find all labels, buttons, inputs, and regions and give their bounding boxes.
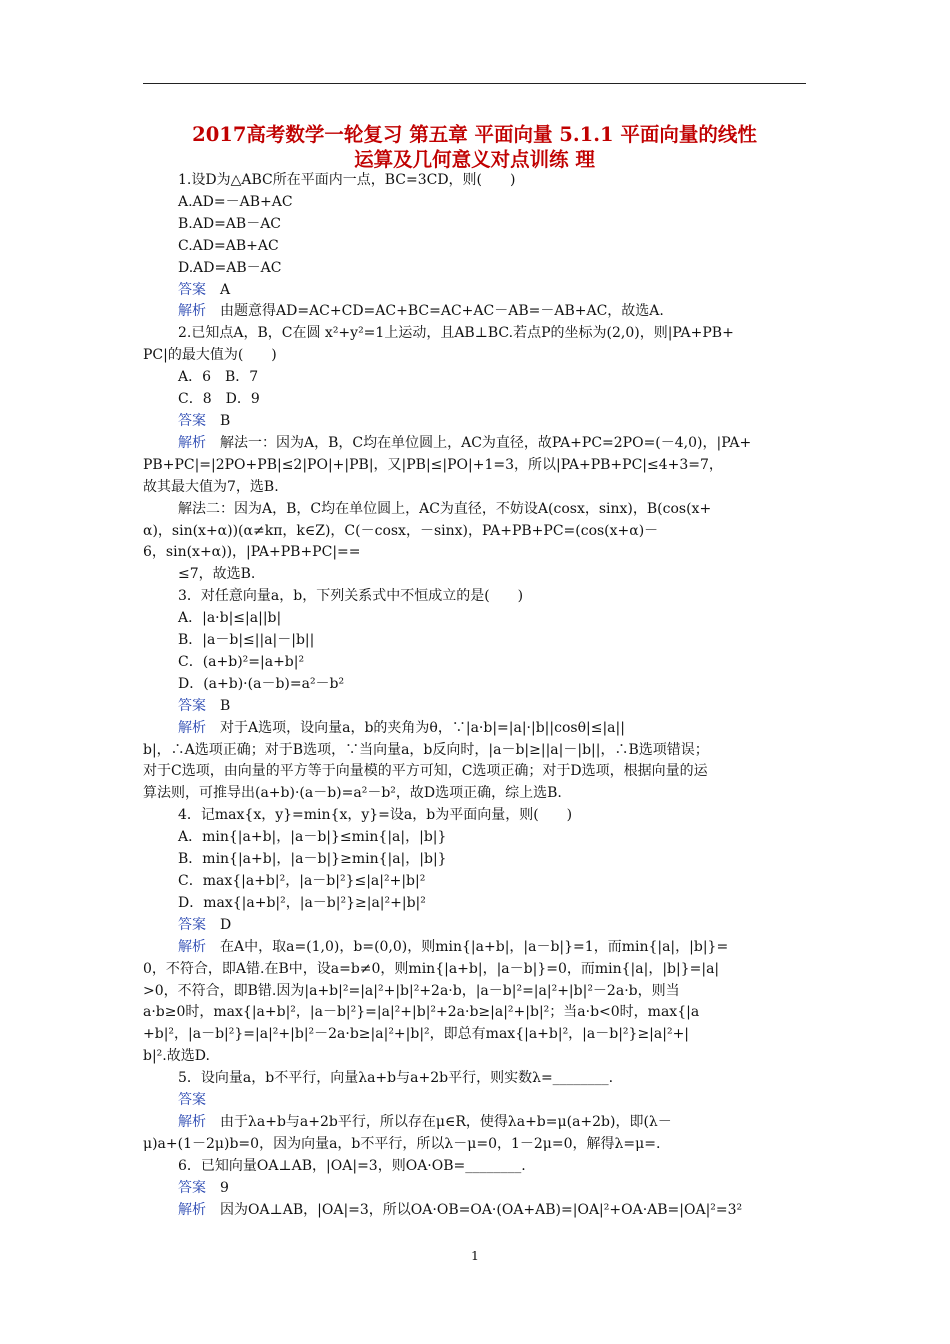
answer-label: 答案: [178, 281, 206, 298]
q1-option-b: B.AD=AB－AC: [178, 215, 282, 232]
q2-stem-1: 2.已知点A，B，C在圆 x²+y²=1上运动，且AB⊥BC.若点P的坐标为(2,0)，则|PA+PB+: [178, 325, 734, 342]
q3-answer-line: [143, 696, 806, 718]
analysis-label: 解析: [178, 719, 206, 736]
q3-option-b: B．|a－b|≤||a|－|b||: [178, 632, 315, 649]
q6-answer-line: [143, 1178, 806, 1200]
q1-analysis-line: [143, 301, 806, 323]
q3-stem: 3．对任意向量a，b，下列关系式中不恒成立的是( ): [178, 588, 524, 605]
q2-answer-line: [143, 411, 806, 433]
q2-answer: B: [220, 412, 231, 429]
q4-answer-line: [143, 915, 806, 937]
q6-analysis-line: [143, 1200, 806, 1222]
q5-answer-line: [143, 1090, 806, 1112]
analysis-label: 解析: [178, 434, 206, 451]
page-number: 1: [471, 1248, 479, 1263]
q1-option-d: D.AD=AB－AC: [178, 259, 282, 276]
q4-answer: D: [220, 916, 232, 933]
q3-analysis-text: 对于A选项，设向量a，b的夹角为θ，∵|a·b|=|a|·|b||cosθ|≤|a||: [220, 719, 625, 736]
q3-option-c: C．(a+b)²=|a+b|²: [178, 653, 305, 670]
q1-analysis: 由题意得AD=AC+CD=AC+BC=AC+AC－AB=－AB+AC，故选A.: [220, 303, 664, 320]
q3-analysis-line-4: 算法则，可推导出(a+b)·(a－b)=a²－b²，故D选项正确，综上选B.: [143, 785, 562, 802]
q4-analysis-text: 在A中，取a=(1,0)，b=(0,0)，则min{|a+b|，|a－b|}=1，而min{|a|，|b|}=: [220, 938, 729, 955]
q4-analysis-line-3: >0，不符合，即B错.因为|a+b|²=|a|²+|b|²+2a·b，|a－b|²=|a|²+|b|²－2a·b，则当: [143, 982, 680, 999]
q2-stem-2: PC|的最大值为( ): [143, 347, 277, 364]
q6-stem: 6．已知向量OA⊥AB，|OA|=3，则OA·OB=________.: [178, 1157, 526, 1174]
q2-analysis-line-7: ≤7，故选B.: [178, 566, 256, 583]
q5-stem: 5．设向量a，b不平行，向量λa+b与a+2b平行，则实数λ=________.: [178, 1070, 614, 1087]
q6-analysis: 因为OA⊥AB，|OA|=3，所以OA·OB=OA·(OA+AB)=|OA|²+OA·AB=|OA|²=3²: [220, 1201, 743, 1218]
header-rule: [143, 83, 806, 84]
q2-analysis-line-3: 故其最大值为7，选B.: [143, 478, 279, 495]
q5-analysis-line-1: [143, 1112, 806, 1134]
q4-analysis-line-5: +b|²，|a－b|²}=|a|²+|b|²－2a·b≥|a|²+|b|²，即总有max{|a+b|²，|a－b|²}≥|a|²+|: [143, 1026, 690, 1043]
analysis-label: 解析: [178, 1201, 206, 1218]
q3-answer: B: [220, 697, 231, 714]
q4-option-d: D．max{|a+b|²，|a－b|²}≥|a|²+|b|²: [178, 894, 426, 911]
q4-analysis-line-1: [143, 937, 806, 959]
answer-label: 答案: [178, 1092, 206, 1109]
document-body: [143, 170, 806, 1222]
q2-analysis-line-4: 解法二：因为A，B，C均在单位圆上，AC为直径，不妨设A(cosx，sinx)，B(cos(x+: [178, 500, 712, 517]
q4-analysis-line-2: 0，不符合，即A错.在B中，设a=b≠0，则min{|a+b|，|a－b|}=0，而min{|a|，|b|}=|a|: [143, 960, 720, 977]
answer-label: 答案: [178, 412, 206, 429]
q4-analysis-line-6: b|².故选D.: [143, 1048, 210, 1065]
q2-analysis-line-5: α)，sin(x+α))(α≠kπ，k∈Z)，C(－cosx，－sinx)，PA+PB+PC=(cos(x+α)－: [143, 522, 659, 539]
q6-answer: 9: [220, 1179, 229, 1196]
q4-option-c: C．max{|a+b|²，|a－b|²}≤|a|²+|b|²: [178, 873, 426, 889]
q3-analysis-line-1: [143, 718, 806, 740]
q2-analysis-line-1: [143, 433, 806, 455]
q3-option-a: A．|a·b|≤|a||b|: [178, 610, 282, 627]
q4-option-a: A．min{|a+b|，|a－b|}≤min{|a|，|b|}: [178, 829, 447, 846]
q3-option-d: D．(a+b)·(a－b)=a²－b²: [178, 675, 345, 692]
q1-answer-line: [143, 280, 806, 302]
q1-option-c: C.AD=AB+AC: [178, 237, 279, 254]
q1-answer: A: [220, 281, 231, 298]
q3-analysis-line-2: b|，∴A选项正确；对于B选项，∵当向量a，b反向时，|a－b|≥||a|－|b||，∴B选项错误；: [143, 741, 709, 758]
q4-stem: 4．记max{x，y}=min{x，y}=设a，b为平面向量，则( ): [178, 807, 573, 824]
q5-analysis-line-2: μ)a+(1－2μ)b=0，因为向量a，b不平行，所以λ－μ=0，1－2μ=0，解得λ=μ=.: [143, 1135, 661, 1152]
answer-label: 答案: [178, 697, 206, 714]
q1-option-a: A.AD=－AB+AC: [178, 193, 293, 210]
q4-analysis-line-4: a·b≥0时，max{|a+b|²，|a－b|²}=|a|²+|b|²+2a·b≥|a|²+|b|²；当a·b<0时，max{|a: [143, 1004, 700, 1021]
q4-option-b: B．min{|a+b|，|a－b|}≥min{|a|，|b|}: [178, 851, 447, 868]
document-title: [143, 122, 806, 172]
title-line-2: 运算及几何意义对点训练 理: [354, 148, 595, 171]
q2-analysis-line-2: PB+PC|=|2PO+PB|≤2|PO|+|PB|，又|PB|≤|PO|+1=3，所以|PA+PB+PC|≤4+3=7，: [143, 456, 723, 473]
analysis-label: 解析: [178, 303, 206, 320]
title-line-1: 2017高考数学一轮复习 第五章 平面向量 5.1.1 平面向量的线性: [192, 123, 757, 146]
q2-options-2: C．8 D．9: [178, 391, 260, 408]
q1-stem: 1.设D为△ABC所在平面内一点，BC=3CD，则( ): [178, 172, 516, 188]
q3-analysis-line-3: 对于C选项，由向量的平方等于向量模的平方可知，C选项正确；对于D选项，根据向量的运: [143, 763, 708, 780]
q2-analysis-text: 解法一：因为A，B，C均在单位圆上，AC为直径，故PA+PC=2PO=(－4,0)，|PA+: [220, 434, 752, 451]
analysis-label: 解析: [178, 1113, 206, 1130]
q2-options-1: A．6 B．7: [178, 369, 259, 386]
q2-analysis-line-6: 6，sin(x+α))，|PA+PB+PC|==: [143, 544, 361, 561]
answer-label: 答案: [178, 916, 206, 933]
answer-label: 答案: [178, 1179, 206, 1196]
analysis-label: 解析: [178, 938, 206, 955]
q5-analysis-text: 由于λa+b与a+2b平行，所以存在μ∈R，使得λa+b=μ(a+2b)，即(λ－: [220, 1113, 672, 1130]
